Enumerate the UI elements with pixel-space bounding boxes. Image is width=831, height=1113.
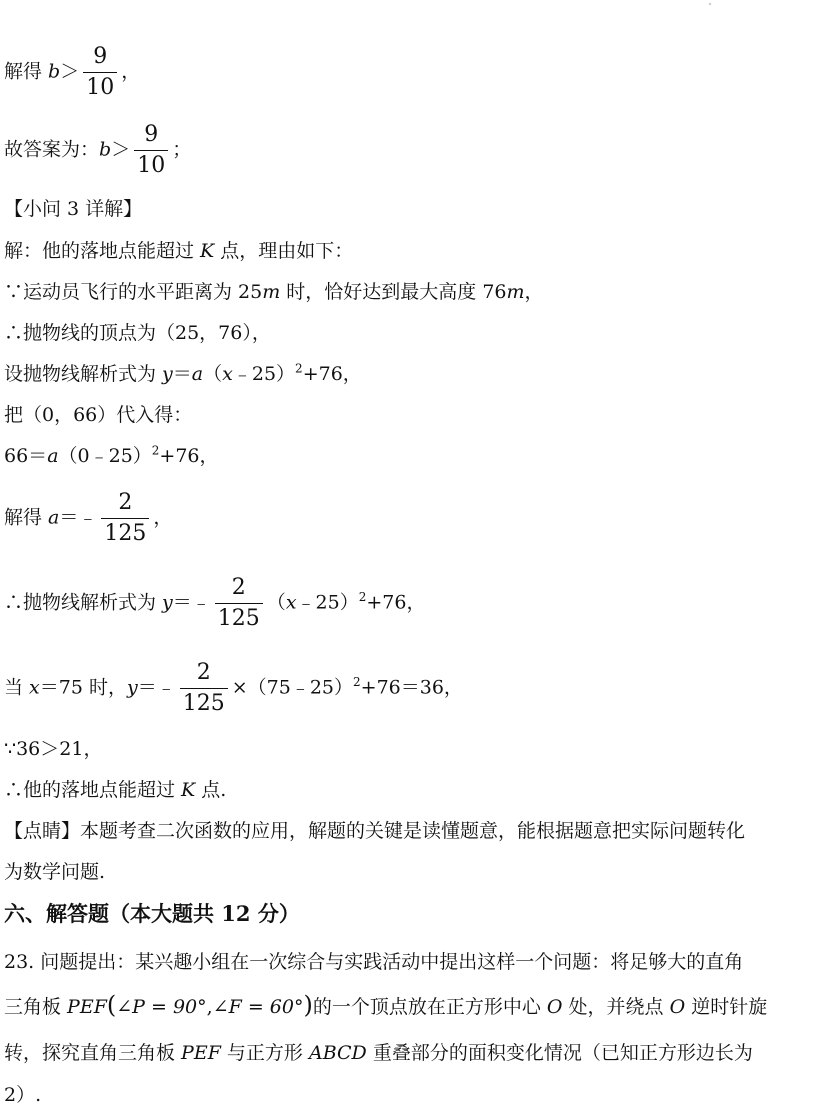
scan-dot <box>709 3 711 5</box>
fraction: $\frac{2}{125}$ <box>215 573 263 634</box>
line-13: ∵36＞21， <box>4 738 103 760</box>
line-16: 为数学问题. <box>4 861 106 883</box>
line-4: 解：他的落地点能超过 K 点，理由如下： <box>4 240 354 262</box>
line-1: 解得 b＞ $\frac{9}{10}$ ， <box>4 42 140 103</box>
line-21: 2）. <box>4 1084 42 1106</box>
line-2: 故答案为：b＞ $\frac{9}{10}$ ； <box>4 120 191 181</box>
line-18: 23. 问题提出：某兴趣小组在一次综合与实践活动中提出这样一个问题：将足够大的直角 <box>4 951 744 973</box>
fraction: $\frac{2}{125}$ <box>101 488 149 549</box>
line-12: 当 x＝75 时，y＝﹣ $\frac{2}{125}$ ×（75﹣25）$^2$+76＝36， <box>4 658 463 719</box>
line-19: 三角板 PEF(∠P = 90°,∠F = 60°)的一个顶点放在正方形中心 O 处，并绕点 O 逆时针旋 <box>4 991 768 1019</box>
line-3: 【小问 3 详解】 <box>4 198 143 220</box>
line-5: ∵运动员飞行的水平距离为 25m 时，恰好达到最大高度 76m， <box>4 281 544 303</box>
fraction: $\frac{9}{10}$ <box>83 42 117 103</box>
fraction: $\frac{9}{10}$ <box>134 120 168 181</box>
line-14: ∴他的落地点能超过 K 点. <box>4 779 227 801</box>
line-6: ∴抛物线的顶点为（25，76）， <box>4 322 271 344</box>
line-15: 【点睛】本题考查二次函数的应用，解题的关键是读懂题意，能根据题意把实际问题转化 <box>4 820 746 842</box>
line-7: 设抛物线解析式为 y＝a（x﹣25）$^2$+76， <box>4 361 362 385</box>
line-9: 66＝a（0﹣25）$^2$+76， <box>4 443 219 467</box>
line-8: 把（0，66）代入得： <box>4 404 193 426</box>
fraction: $\frac{2}{125}$ <box>180 658 228 719</box>
line-11: ∴抛物线解析式为 y＝﹣ $\frac{2}{125}$ （x﹣25）$^2$+76， <box>4 573 425 634</box>
line-10: 解得 a＝﹣ $\frac{2}{125}$ ， <box>4 488 172 549</box>
line-20: 转，探究直角三角板 PEF 与正方形 ABCD 重叠部分的面积变化情况（已知正方形边长为 <box>4 1042 753 1064</box>
section-heading: 六、解答题（本大题共 12 分） <box>4 901 300 926</box>
